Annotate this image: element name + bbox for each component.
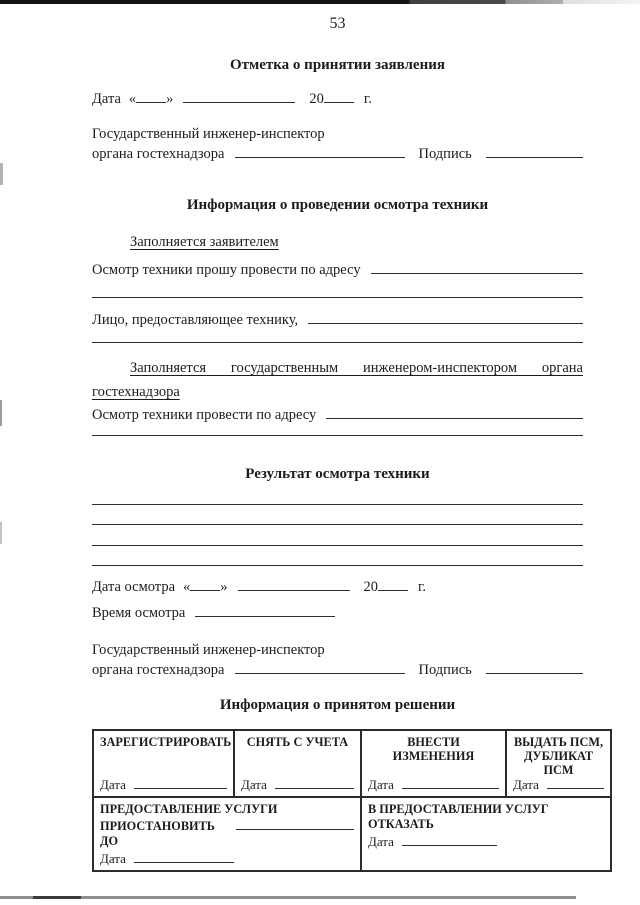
acceptance-date-line <box>92 89 583 110</box>
continuation-line <box>92 435 583 436</box>
date-label: Дата <box>92 91 121 107</box>
result-inspector-line1: Государственный инженер-инспектор <box>92 642 325 658</box>
form-page <box>92 0 604 872</box>
open-quote: « <box>128 91 137 107</box>
scan-edge-mark <box>0 163 3 185</box>
result-inspector-name-blank <box>235 661 405 674</box>
time-blank <box>195 604 335 617</box>
date-label: Дата <box>100 777 126 792</box>
result-day-blank <box>190 578 220 591</box>
result-time-line <box>92 603 583 624</box>
year-suffix: г. <box>363 91 372 107</box>
suspend-label-line2: ПРИОСТАНОВИТЬ ДО <box>100 819 215 848</box>
refuse-date-blank <box>402 835 497 846</box>
provider-blank <box>308 311 583 324</box>
suspend-label-line1: ПРЕДОСТАВЛЕНИЕ УСЛУГИ <box>100 802 278 816</box>
acceptance-inspector-line2 <box>92 144 583 165</box>
register-label: ЗАРЕГИСТРИРОВАТЬ <box>100 735 232 749</box>
issue-psm-date-blank <box>547 778 604 789</box>
acceptance-month-blank <box>183 90 295 103</box>
scan-artifact-bottom-dark <box>33 896 81 899</box>
century-prefix: 20 <box>363 579 379 595</box>
decision-cell-issue-psm <box>506 730 611 797</box>
decision-cell-suspend <box>93 797 361 871</box>
request-address-label: Осмотр техники прошу провести по адресу <box>92 262 361 278</box>
open-quote: « <box>183 579 191 595</box>
signature-label: Подпись <box>418 662 472 678</box>
date-label: Дата <box>513 777 539 792</box>
request-address-blank <box>371 261 583 274</box>
result-section-title: Результат осмотра техники <box>245 466 430 482</box>
result-blank-line <box>92 524 583 525</box>
result-date-line <box>92 577 583 598</box>
decision-section-title: Информация о принятом решении <box>219 697 456 713</box>
decision-cell-amend <box>361 730 506 797</box>
result-date-label: Дата осмотра <box>92 579 176 595</box>
time-label: Время осмотра <box>92 605 186 621</box>
acceptance-inspector-line1: Государственный инженер-инспектор <box>92 126 325 142</box>
suspend-until-blank <box>236 819 354 830</box>
acceptance-day-blank <box>136 90 166 103</box>
acceptance-year-blank <box>324 90 354 103</box>
conduct-address-line <box>92 405 583 426</box>
scan-edge-mark <box>0 522 2 544</box>
suspend-date-blank <box>134 852 234 863</box>
result-signature-blank <box>486 661 583 674</box>
century-prefix: 20 <box>309 91 324 107</box>
acceptance-signature-blank <box>486 145 583 158</box>
decision-cell-register <box>93 730 234 797</box>
continuation-line <box>92 297 583 298</box>
result-inspector-line2 <box>92 660 583 681</box>
inspector-org-label: органа гостехнадзора <box>92 146 225 162</box>
request-address-line <box>92 260 583 281</box>
provider-label: Лицо, предоставляющее технику, <box>92 312 299 328</box>
year-suffix: г. <box>418 579 426 595</box>
conduct-address-blank <box>326 406 583 419</box>
deregister-label: СНЯТЬ С УЧЕТА <box>246 735 349 749</box>
date-label: Дата <box>368 834 394 849</box>
date-label: Дата <box>241 777 267 792</box>
refuse-label: В ПРЕДОСТАВЛЕНИИ УСЛУГ ОТКАЗАТЬ <box>368 802 549 831</box>
continuation-line <box>92 342 583 343</box>
deregister-date-blank <box>275 778 354 789</box>
conduct-address-label: Осмотр техники провести по адресу <box>92 407 317 423</box>
scan-artifact-bottom <box>0 896 576 899</box>
date-label: Дата <box>100 851 126 866</box>
signature-label: Подпись <box>418 146 472 162</box>
acceptance-section-title: Отметка о принятии заявления <box>229 57 445 73</box>
decision-table <box>92 729 612 872</box>
decision-cell-deregister <box>234 730 361 797</box>
result-blank-line <box>92 565 583 566</box>
issue-psm-label: ВЫДАТЬ ПСМ, ДУБЛИКАТ ПСМ <box>513 735 604 777</box>
inspection-section-title: Информация о проведении осмотра техники <box>186 197 489 213</box>
amend-date-blank <box>402 778 499 789</box>
filled-by-inspector-heading: Заполняется государственным инженером-инспектором органа гостехнадзора <box>92 360 583 400</box>
scan-edge-mark <box>0 400 2 426</box>
result-blank-line <box>92 504 583 505</box>
decision-cell-refuse <box>361 797 611 871</box>
result-year-blank <box>378 578 408 591</box>
result-blank-line <box>92 545 583 546</box>
register-date-blank <box>134 778 227 789</box>
inspector-org-label: органа гостехнадзора <box>92 662 225 678</box>
page-number: 53 <box>329 15 346 32</box>
close-quote: » <box>166 91 174 107</box>
filled-by-applicant-heading: Заполняется заявителем <box>130 234 279 250</box>
acceptance-inspector-name-blank <box>235 145 405 158</box>
close-quote: » <box>220 579 228 595</box>
provider-line <box>92 310 583 331</box>
date-label: Дата <box>368 777 394 792</box>
amend-label: ВНЕСТИ ИЗМЕНЕНИЯ <box>392 735 475 763</box>
result-month-blank <box>238 578 350 591</box>
